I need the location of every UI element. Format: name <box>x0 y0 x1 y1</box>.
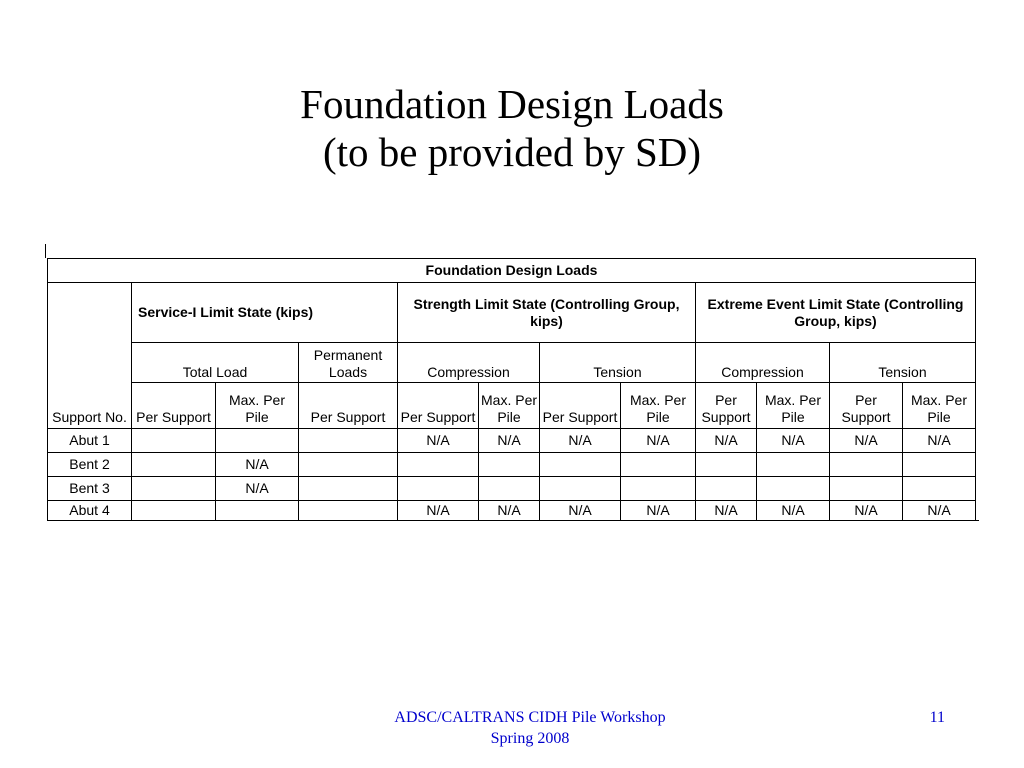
table-cell <box>479 477 540 501</box>
table-cell: N/A <box>540 501 621 521</box>
table-body <box>48 429 976 521</box>
table-corner-mark-left <box>45 244 46 258</box>
table-cell: N/A <box>216 453 299 477</box>
table-cell <box>903 453 976 477</box>
table-cell: N/A <box>830 429 903 453</box>
table-row <box>48 477 976 501</box>
table-cell: N/A <box>621 501 696 521</box>
table-cell: N/A <box>757 501 830 521</box>
strength-compression-max-per-pile-header: Max. Per Pile <box>479 383 540 429</box>
table-cell: N/A <box>757 429 830 453</box>
footer-line-1: ADSC/CALTRANS CIDH Pile Workshop <box>394 709 666 726</box>
table-cell <box>621 453 696 477</box>
table-cell <box>540 453 621 477</box>
table-cell <box>132 429 216 453</box>
extreme-compression-max-per-pile-header: Max. Per Pile <box>757 383 830 429</box>
table-cell: N/A <box>830 501 903 521</box>
table-cell <box>299 429 398 453</box>
strength-tension-header: Tension <box>540 343 696 383</box>
table-title-row <box>48 259 976 283</box>
slide-title <box>0 80 1024 176</box>
table-cell <box>696 477 757 501</box>
table-cell <box>621 477 696 501</box>
support-name-cell: Abut 4 <box>48 501 132 521</box>
table-cell <box>398 477 479 501</box>
extreme-compression-header: Compression <box>696 343 830 383</box>
table-cell: N/A <box>621 429 696 453</box>
table-cell: N/A <box>479 429 540 453</box>
support-name-cell: Bent 2 <box>48 453 132 477</box>
table-cell: N/A <box>903 429 976 453</box>
table-row <box>48 501 976 521</box>
table-cell: N/A <box>398 429 479 453</box>
group-header-row <box>48 283 976 343</box>
strength-tension-per-support-header: Per Support <box>540 383 621 429</box>
table-cell <box>398 453 479 477</box>
total-load-header: Total Load <box>132 343 299 383</box>
strength-compression-per-support-header: Per Support <box>398 383 479 429</box>
table-cell: N/A <box>479 501 540 521</box>
table-cell <box>299 453 398 477</box>
table-cell <box>299 501 398 521</box>
service-limit-state-header: Service-I Limit State (kips) <box>132 283 398 343</box>
table-cell: N/A <box>398 501 479 521</box>
extreme-tension-header: Tension <box>830 343 976 383</box>
extreme-compression-per-support-header: Per Support <box>696 383 757 429</box>
support-no-header: Support No. <box>48 283 132 429</box>
table-cell: N/A <box>540 429 621 453</box>
table-cell: N/A <box>903 501 976 521</box>
table-cell <box>132 501 216 521</box>
service-per-support-header: Per Support <box>132 383 216 429</box>
table-cell <box>299 477 398 501</box>
service-max-per-pile-header: Max. Per Pile <box>216 383 299 429</box>
table-cell <box>216 429 299 453</box>
table-cell <box>830 477 903 501</box>
subgroup-header-row <box>48 343 976 383</box>
extreme-tension-max-per-pile-header: Max. Per Pile <box>903 383 976 429</box>
table-cell <box>479 453 540 477</box>
permanent-loads-header: Permanent Loads <box>299 343 398 383</box>
table-cell <box>132 477 216 501</box>
support-name-cell: Bent 3 <box>48 477 132 501</box>
table-cell: N/A <box>216 477 299 501</box>
footer <box>330 707 730 749</box>
table-cell <box>216 501 299 521</box>
table-row <box>48 429 976 453</box>
table-cell <box>696 453 757 477</box>
table-cell <box>132 453 216 477</box>
table-cell <box>830 453 903 477</box>
table-row <box>48 453 976 477</box>
strength-limit-state-header: Strength Limit State (Controlling Group, kips) <box>398 283 696 343</box>
strength-compression-header: Compression <box>398 343 540 383</box>
foundation-design-loads-table <box>47 258 976 521</box>
permanent-per-support-header: Per Support <box>299 383 398 429</box>
table-cell: N/A <box>696 429 757 453</box>
table-cell <box>757 477 830 501</box>
table-title: Foundation Design Loads <box>48 259 976 283</box>
footer-line-2: Spring 2008 <box>490 730 570 747</box>
extreme-event-limit-state-header: Extreme Event Limit State (Controlling Group, kips) <box>696 283 976 343</box>
table-cell <box>540 477 621 501</box>
table-cell <box>757 453 830 477</box>
strength-tension-max-per-pile-header: Max. Per Pile <box>621 383 696 429</box>
page-number: 11 <box>929 709 945 726</box>
table-cell: N/A <box>696 501 757 521</box>
extreme-tension-per-support-header: Per Support <box>830 383 903 429</box>
column-header-row <box>48 383 976 429</box>
table-cell <box>903 477 976 501</box>
slide-title-line-2: (to be provided by SD) <box>322 129 702 175</box>
support-name-cell: Abut 1 <box>48 429 132 453</box>
slide-title-line-1: Foundation Design Loads <box>300 81 724 127</box>
